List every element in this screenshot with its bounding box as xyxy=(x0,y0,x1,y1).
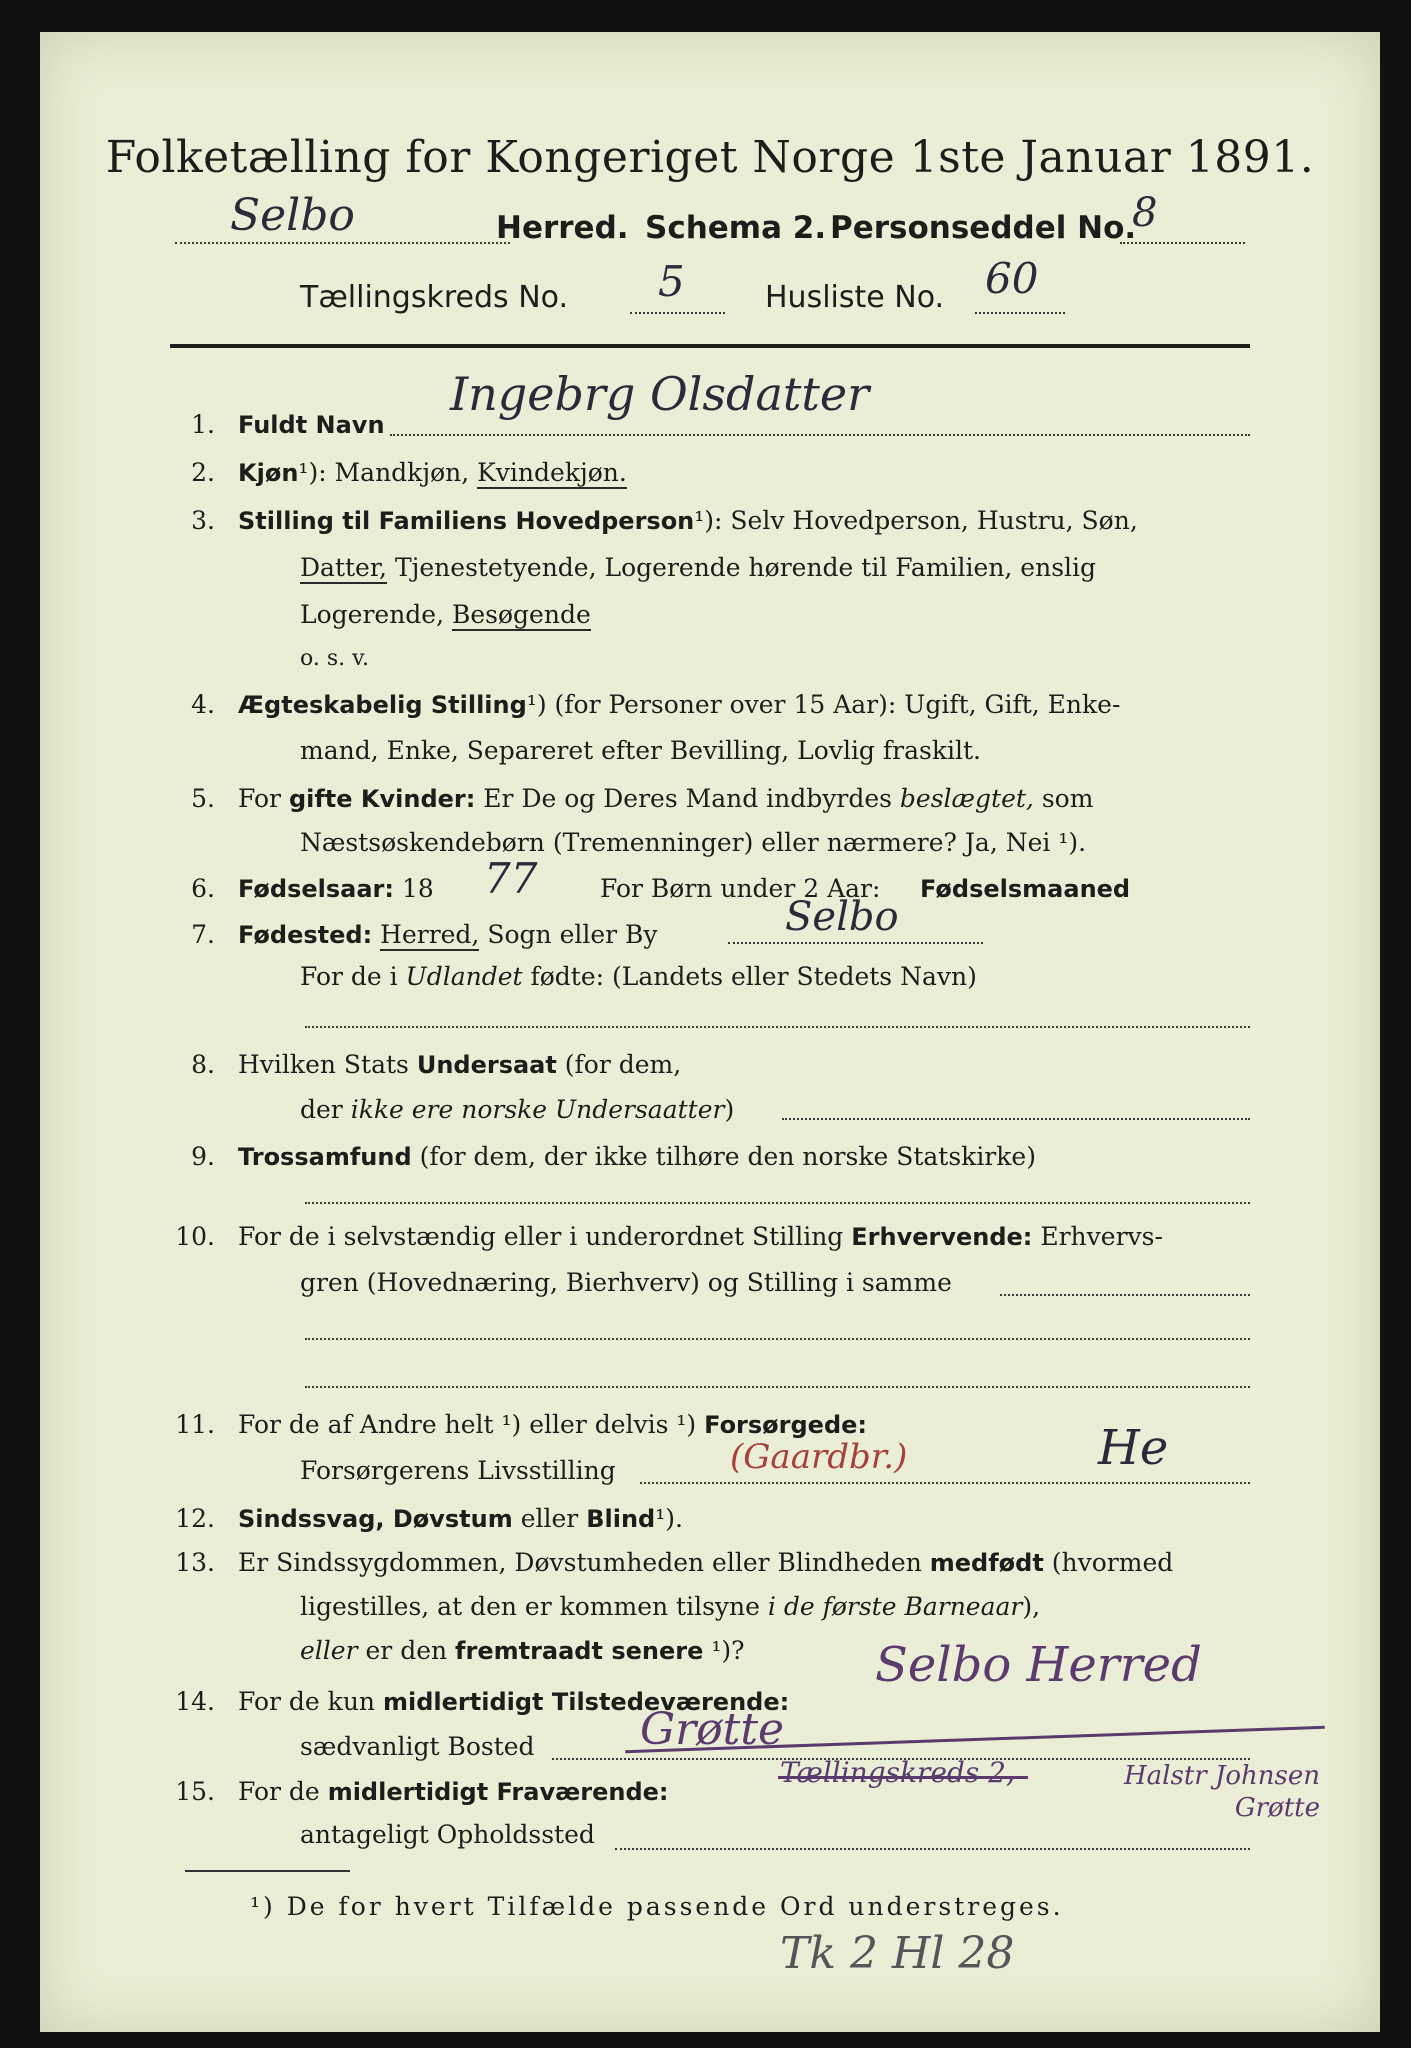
item-7-dotted-line xyxy=(728,942,983,944)
herred-underlined: Herred, xyxy=(380,920,480,949)
item-7-dotted-line-2 xyxy=(305,1026,1250,1028)
usual-residence-value: Selbo Herred xyxy=(875,1637,1202,1693)
birth-year-value: 77 xyxy=(484,854,538,903)
husliste-dotted-line xyxy=(975,312,1065,314)
item-9-dotted-line xyxy=(305,1202,1250,1204)
item-10-dotted-line-2 xyxy=(305,1338,1250,1340)
census-form: Folketælling for Kongeriget Norge 1ste Januar 1891. Selbo Herred. Schema 2. Personseddel No. 8 Tællingskreds No. 5 Husliste No. 60 1. Fuldt Navn Ingebrg Olsdatter 2. Kjøn¹): Mandkjøn, Kvindekjøn. 3. Stilling til Familiens Hovedperson¹): Selv Hovedperson, Hustru, Søn, Datter, Tjenestetyende, Logerende hørende til Familien, enslig Logerende, Besøgende o. s. v. 4. Ægteskabelig Stilling¹) (for Personer over 15 Aar): Ugift, Gift, Enke- mand, Enke, Separeret efter Bevilling, Lovlig fraskilt. 5. For gifte Kvinder: Er De og Deres Mand indbyrdes beslægtet, som Næstsøskendebørn (Tremenninger) eller nærmere? Ja, Nei ¹). 6. Fødselsaar: 18 For Børn under 2 Aar: Fødselsmaaned 77 7. Fødested: Herred, Sogn eller By Selbo For de i Udlandet fødte: (Landets eller Stedets Navn) 8. Hvilken Stats Undersaat (for dem, der ikke ere norske Undersaatter) 9. Trossamfund (for dem, der ikke tilhøre den norske Statskirke) 10. For de i selvstændig eller i underordnet Stilling Erhvervende: Erhvervs- gren (Hovednæring, Bierhverv) og Stilling i samme 11. For de af Andre helt ¹) eller delvis ¹) Forsørgede: Forsørgerens Livsstilling (Gaardbr.) He 12. Sindssvag, Døvstum eller Blind¹). 13. Er Sindssygdommen, Døvstumheden eller Blindheden medfødt (hvormed ligestilles, at den er kommen tilsyne i de første Barneaar), eller er den fremtraadt senere ¹)? 14. For de kun midlertidigt Tilstedeværende: Selbo Herred sædvanligt Bosted Grøtte 15. For de midlertidigt Fraværende: Tællingskreds 2, antageligt Opholdssted Halstr Johnsen Grøtte ¹) De for hvert Tilfælde passende Ord understreges. Tk 2 Hl 28 xyxy=(40,32,1380,2032)
personseddel-label: Personseddel No. xyxy=(830,210,1137,246)
personseddel-dotted-line xyxy=(1120,242,1245,244)
struck-line-15 xyxy=(778,1776,1028,1779)
form-title: Folketælling for Kongeriget Norge 1ste Januar 1891. xyxy=(105,132,1315,183)
herred-label: Herred. xyxy=(496,210,629,246)
besogende-underlined: Besøgende xyxy=(452,600,591,629)
kvindekjon-underlined: Kvindekjøn. xyxy=(477,458,627,487)
kreds-dotted-line xyxy=(630,312,725,314)
provider-occupation-value: He xyxy=(1098,1420,1169,1476)
herred-dotted-line xyxy=(175,242,510,244)
bottom-note: Tk 2 Hl 28 xyxy=(780,1928,1015,1979)
birthplace-value: Selbo xyxy=(785,894,899,940)
item-1-label: Fuldt Navn xyxy=(238,411,385,439)
item-10-dotted-line xyxy=(1000,1294,1250,1296)
husliste-label: Husliste No. xyxy=(765,280,945,315)
kreds-label: Tællingskreds No. xyxy=(300,280,568,315)
schema-label: Schema 2. xyxy=(645,210,827,246)
absence-place-value: Halstr Johnsen Grøtte xyxy=(1123,1761,1320,1823)
item-8-dotted-line xyxy=(782,1118,1250,1120)
absence-place-struck: Tællingskreds 2, xyxy=(780,1756,1015,1789)
item-15-dotted-line xyxy=(615,1848,1250,1850)
husliste-value: 60 xyxy=(985,254,1039,303)
provider-occupation-red: (Gaardbr.) xyxy=(730,1437,908,1477)
herred-value: Selbo xyxy=(230,190,355,241)
usual-residence-struck: Grøtte xyxy=(640,1704,785,1755)
footnote: ¹) De for hvert Tilfælde passende Ord understreges. xyxy=(250,1892,1064,1921)
item-1-dotted-line xyxy=(390,434,1250,436)
full-name-value: Ingebrg Olsdatter xyxy=(450,367,870,421)
datter-underlined: Datter, xyxy=(300,553,387,582)
personseddel-value: 8 xyxy=(1132,190,1158,236)
item-10-dotted-line-3 xyxy=(305,1386,1250,1388)
footnote-rule xyxy=(185,1870,350,1872)
kreds-value: 5 xyxy=(658,257,685,306)
item-11-dotted-line xyxy=(640,1482,1250,1484)
header-rule xyxy=(170,344,1250,348)
